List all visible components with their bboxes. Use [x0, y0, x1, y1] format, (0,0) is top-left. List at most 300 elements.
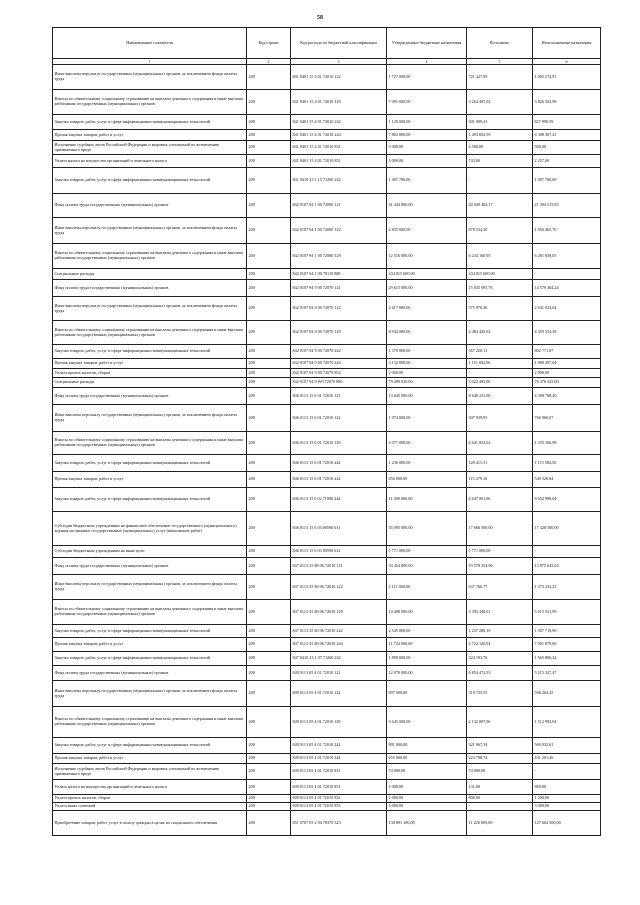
row-remaining-amount: 2 041 023,64 — [533, 297, 601, 321]
row-remaining-amount: 1 473 233,23 — [533, 575, 601, 600]
row-approved-amount: 891 000,00 — [387, 738, 467, 754]
table-row — [53, 795, 601, 803]
row-name: Уплата налога на имущество организаций и земельного налога — [53, 780, 247, 795]
row-budget-code: 849 0113 05 4 01 72010 853 — [291, 803, 387, 811]
row-budget-code: 849 0113 05 4 01 72010 244 — [291, 754, 387, 764]
row-executed-amount: 6 854 472,53 — [467, 666, 533, 681]
row-remaining-amount: 802 771,87 — [533, 345, 601, 359]
table-row — [53, 575, 601, 600]
row-line-code: 200 — [247, 388, 291, 405]
row-budget-code: 842 0107 94 1 00 72080 129 — [291, 244, 387, 269]
table-row — [53, 681, 601, 707]
row-remaining-amount: 869,00 — [533, 780, 601, 795]
row-line-code: 200 — [247, 90, 291, 115]
row-approved-amount: 12 070 000,00 — [387, 666, 467, 681]
row-name: Взносы по обязательному социальному страхованию на выплаты денежного содержания и иные выплаты работникам государственных (муниципальных) органов — [53, 321, 247, 345]
row-approved-amount: 655 000,00 — [387, 754, 467, 764]
row-executed-amount: 743,00 — [467, 155, 533, 168]
row-budget-code: 849 0113 05 4 01 72010 242 — [291, 738, 387, 754]
row-approved-amount: 35 095 000,00 — [387, 512, 467, 546]
row-line-code: 200 — [247, 130, 291, 141]
row-name: Закупка товаров, работ, услуг в сфере информационно-коммуникационных технологий — [53, 652, 247, 666]
row-approved-amount: 2 000,00 — [387, 369, 467, 378]
row-name: Взносы по обязательному социальному страхованию на выплаты денежного содержания и иные выплаты работникам государственных (муниципальных) органов — [53, 244, 247, 269]
row-line-code: 200 — [247, 432, 291, 455]
table-row — [53, 194, 601, 218]
row-budget-code: 849 0113 05 4 01 72010 121 — [291, 666, 387, 681]
row-executed-amount: 234 015 000,00 — [467, 269, 533, 280]
row-approved-amount: 7 091 000,00 — [387, 90, 467, 115]
row-remaining-amount: 1 956 465,70 — [533, 218, 601, 244]
row-line-code: 200 — [247, 652, 291, 666]
row-executed-amount: 6 234 160,95 — [467, 244, 533, 269]
row-budget-code: 842 0107 94 9 00 72070 122 — [291, 297, 387, 321]
row-approved-amount: 8 944 000,00 — [387, 321, 467, 345]
row-budget-code: 849 0113 05 4 01 72010 129 — [291, 707, 387, 738]
row-name: Иные выплаты персоналу государственных (муниципальных) органов, за исключением фонда оплаты труда — [53, 681, 247, 707]
row-approved-amount: 33 454 000,00 — [387, 558, 467, 575]
row-executed-amount: 4 722 120,94 — [467, 638, 533, 652]
row-executed-amount: 8 646 231,60 — [467, 388, 533, 405]
row-line-code: 200 — [247, 738, 291, 754]
table-row — [53, 754, 601, 764]
table-row — [53, 130, 601, 141]
row-name: Прочая закупка товаров, работ и услуг — [53, 359, 247, 369]
table-row — [53, 638, 601, 652]
row-name: Закупка товаров, работ, услуг в сфере информационно-коммуникационных технологий — [53, 455, 247, 472]
table-row — [53, 488, 601, 512]
row-approved-amount: 7 802 000,00 — [387, 130, 467, 141]
column-number: 1 — [53, 59, 247, 65]
row-executed-amount: 310 735,55 — [467, 681, 533, 707]
row-name: Прочая закупка товаров, работ и услуг — [53, 130, 247, 141]
column-number: 6 — [533, 59, 601, 65]
row-line-code: 200 — [247, 280, 291, 297]
row-executed-amount: 2 641 833,02 — [467, 432, 533, 455]
row-remaining-amount: 7 001 879,06 — [533, 638, 601, 652]
row-executed-amount: 4 500,00 — [467, 141, 533, 155]
row-executed-amount: 2 132 007,96 — [467, 707, 533, 738]
row-budget-code: 846 0113 15 6 01 72010 129 — [291, 432, 387, 455]
table-row — [53, 803, 601, 811]
row-budget-code: 847 0113 25 Ю 06 72010 121 — [291, 558, 387, 575]
row-executed-amount: 878 534,30 — [467, 218, 533, 244]
row-remaining-amount: 500,00 — [533, 141, 601, 155]
row-budget-code: 841 0401 15 4 01 72010 242 — [291, 115, 387, 130]
row-line-code: 200 — [247, 345, 291, 359]
row-name: Субсидии бюджетным учреждениям на иные цели — [53, 546, 247, 558]
row-executed-amount: 223 798,74 — [467, 754, 533, 764]
row-budget-code: 842 0107 94 9 00 72070 852 — [291, 369, 387, 378]
row-approved-amount: 3 132 000,00 — [387, 359, 467, 369]
table-row — [53, 378, 601, 388]
row-budget-code: 841 0410 23 1 15 71260 242 — [291, 168, 387, 194]
row-executed-amount: 575 976,36 — [467, 297, 533, 321]
row-budget-code: 849 0113 05 4 01 72010 852 — [291, 795, 387, 803]
row-line-code: 200 — [247, 625, 291, 638]
row-budget-code: 849 0113 05 4 01 72010 831 — [291, 764, 387, 780]
header-budget-code: Код расхода по бюджетной классификации — [291, 28, 387, 59]
row-line-code: 200 — [247, 455, 291, 472]
row-remaining-amount: 2 257,00 — [533, 155, 601, 168]
row-remaining-amount: 2 000,00 — [533, 369, 601, 378]
table-row — [53, 280, 601, 297]
row-line-code: 200 — [247, 512, 291, 546]
row-name: Исполнение судебных актов Российской Федерации и мировых соглашений по возмещению причиненного вреда — [53, 764, 247, 780]
header-remaining: Неисполненные назначения — [533, 28, 601, 59]
row-budget-code: 846 0113 15 6 03 00590 611 — [291, 512, 387, 546]
table-row — [53, 168, 601, 194]
column-number: 2 — [247, 59, 291, 65]
row-approved-amount: 79 499 020,00 — [387, 378, 467, 388]
row-remaining-amount: 1 005 572,91 — [533, 65, 601, 90]
row-line-code: 200 — [247, 754, 291, 764]
row-name: Прочая закупка товаров, работ и услуг — [53, 472, 247, 488]
row-remaining-amount: 596 264,45 — [533, 681, 601, 707]
row-line-code: 200 — [247, 218, 291, 244]
row-approved-amount: 3 000,00 — [387, 155, 467, 168]
row-name: Иные выплаты персоналу государственных (муниципальных) органов, за исключением фонда оплаты труда — [53, 405, 247, 432]
row-executed-amount: - — [467, 168, 533, 194]
row-approved-amount: 74 000,00 — [387, 764, 467, 780]
row-name: Закупка товаров, работ, услуг в сфере информационно-коммуникационных технологий — [53, 625, 247, 638]
row-approved-amount: 5 000,00 — [387, 141, 467, 155]
row-name: Прочая закупка товаров, работ и услуг — [53, 754, 247, 764]
row-budget-code: 849 0113 05 4 01 72010 122 — [291, 681, 387, 707]
row-executed-amount: 5 771 000,00 — [467, 546, 533, 558]
row-remaining-amount: 3 000,00 — [533, 803, 601, 811]
row-remaining-amount: 8 652 998,04 — [533, 488, 601, 512]
table-row — [53, 707, 601, 738]
row-name: Уплата прочих налогов, сборов — [53, 369, 247, 378]
row-executed-amount: - — [467, 369, 533, 378]
row-executed-amount: 301 009,41 — [467, 115, 533, 130]
table-row — [53, 90, 601, 115]
row-budget-code: 847 0113 25 Ю 06 72010 244 — [291, 638, 387, 652]
row-line-code: 200 — [247, 405, 291, 432]
row-remaining-amount: 6 281 839,05 — [533, 244, 601, 269]
row-approved-amount: 4 077 000,00 — [387, 432, 467, 455]
row-remaining-amount: 766 960,07 — [533, 405, 601, 432]
row-remaining-amount: 1 115 584,50 — [533, 455, 601, 472]
row-line-code: 200 — [247, 269, 291, 280]
row-executed-amount: 1 493 692,59 — [467, 130, 533, 141]
row-line-code: 200 — [247, 297, 291, 321]
row-approved-amount: 13 045 000,00 — [387, 388, 467, 405]
table-row — [53, 666, 601, 681]
row-remaining-amount: 14 579 304,24 — [533, 280, 601, 297]
row-executed-amount: 1 151 692,96 — [467, 359, 533, 369]
row-approved-amount: 656 000,00 — [387, 472, 467, 488]
row-remaining-amount: 3 826 502,98 — [533, 90, 601, 115]
row-name: Исполнение судебных актов Российской Федерации и мировых соглашений по возмещению причиненного вреда — [53, 141, 247, 155]
row-executed-amount: 321 967,39 — [467, 738, 533, 754]
header-executed: Исполнено — [467, 28, 533, 59]
row-remaining-amount: 1 497 700,00 — [533, 168, 601, 194]
table-row — [53, 811, 601, 836]
row-approved-amount: 11 724 000,00 — [387, 638, 467, 652]
row-approved-amount: 2 545 000,00 — [387, 625, 467, 638]
row-executed-amount: 721 427,09 — [467, 65, 533, 90]
table-row — [53, 155, 601, 168]
header-name: Наименование показателя — [53, 28, 247, 59]
row-line-code: 200 — [247, 666, 291, 681]
row-budget-code: 842 0107 94 1 00 70110 880 — [291, 269, 387, 280]
table-row — [53, 297, 601, 321]
row-line-code: 200 — [247, 546, 291, 558]
row-name: Закупка товаров, работ, услуг в сфере информационно-коммуникационных технологий — [53, 115, 247, 130]
row-remaining-amount: 21 394 515,83 — [533, 194, 601, 218]
column-number: 4 — [387, 59, 467, 65]
row-name: Фонд оплаты труда государственных (муниципальных) органов — [53, 558, 247, 575]
row-remaining-amount: 1 565 806,24 — [533, 652, 601, 666]
row-remaining-amount: 569 032,61 — [533, 738, 601, 754]
row-executed-amount: 115 479,16 — [467, 472, 533, 488]
row-budget-code: 841 0401 15 4 01 72010 129 — [291, 90, 387, 115]
row-name: Иные выплаты персоналу государственных (муниципальных) органов, за исключением фонда оплаты труда — [53, 65, 247, 90]
row-budget-code: 851 0707 03 2 04 70370 323 — [291, 811, 387, 836]
row-remaining-amount: 4 398 768,40 — [533, 388, 601, 405]
row-executed-amount: 324 193,76 — [467, 652, 533, 666]
row-approved-amount: 11 300 000,00 — [387, 488, 467, 512]
row-name: Взносы по обязательному социальному страхованию на выплаты денежного содержания и иные выплаты работникам государственных (муниципальных) органов — [53, 600, 247, 625]
row-line-code: 200 — [247, 795, 291, 803]
row-approved-amount: 12 516 000,00 — [387, 244, 467, 269]
row-remaining-amount: 431 201,26 — [533, 754, 601, 764]
table-row — [53, 764, 601, 780]
row-line-code: 200 — [247, 168, 291, 194]
row-approved-amount: 1 890 000,00 — [387, 652, 467, 666]
table-row — [53, 625, 601, 638]
row-line-code: 200 — [247, 472, 291, 488]
row-name: Закупка товаров, работ, услуг в сфере информационно-коммуникационных технологий — [53, 345, 247, 359]
row-budget-code: 842 0107 94 9 00 72070 242 — [291, 345, 387, 359]
row-approved-amount: 2 617 000,00 — [387, 297, 467, 321]
row-name: Закупка товаров, работ, услуг в сфере информационно-коммуникационных технологий — [53, 168, 247, 194]
row-name: Взносы по обязательному социальному страхованию на выплаты денежного содержания и иные выплаты работникам государственных (муниципальных) органов — [53, 707, 247, 738]
row-approved-amount: 2 835 000,00 — [387, 218, 467, 244]
table-row — [53, 345, 601, 359]
column-number: 5 — [467, 59, 533, 65]
row-line-code: 200 — [247, 803, 291, 811]
row-name: Иные выплаты персоналу государственных (муниципальных) органов, за исключением фонда оплаты труда — [53, 575, 247, 600]
row-budget-code: 846 0113 15 6 01 72010 244 — [291, 472, 387, 488]
row-line-code: 200 — [247, 638, 291, 652]
table-row — [53, 455, 601, 472]
table-header-row — [53, 28, 601, 59]
row-line-code: 200 — [247, 488, 291, 512]
row-line-code: 200 — [247, 244, 291, 269]
row-name: Приобретение товаров, работ, услуг в пользу граждан в целях их социального обеспечения — [53, 811, 247, 836]
row-remaining-amount: 1 200,00 — [533, 795, 601, 803]
row-remaining-amount: 1 307 719,90 — [533, 625, 601, 638]
row-remaining-amount: 1 512 992,04 — [533, 707, 601, 738]
row-approved-amount: 2 111 000,00 — [387, 575, 467, 600]
row-remaining-amount: 17 428 500,00 — [533, 512, 601, 546]
row-remaining-amount: 1 435 166,98 — [533, 432, 601, 455]
table-row — [53, 558, 601, 575]
row-approved-amount: 29 615 000,00 — [387, 280, 467, 297]
row-executed-amount: - — [467, 803, 533, 811]
row-budget-code: 841 0401 15 4 01 72010 244 — [291, 130, 387, 141]
row-budget-code: 847 0410 23 1 07 71260 242 — [291, 652, 387, 666]
row-executed-amount: 2 647 001,96 — [467, 488, 533, 512]
row-name: Фонд оплаты труда государственных (муниципальных) органов — [53, 194, 247, 218]
row-approved-amount: 10 408 000,00 — [387, 600, 467, 625]
row-name: Фонд оплаты труда государственных (муниципальных) органов — [53, 666, 247, 681]
row-remaining-amount: 827 990,59 — [533, 115, 601, 130]
row-line-code: 200 — [247, 780, 291, 795]
table-row — [53, 405, 601, 432]
row-budget-code: 842 0107 94 1 00 72080 121 — [291, 194, 387, 218]
row-executed-amount: 17 666 500,00 — [467, 512, 533, 546]
row-line-code: 200 — [247, 369, 291, 378]
row-budget-code: 847 0113 25 Ю 06 72010 242 — [291, 625, 387, 638]
header-approved: Утвержденные бюджетные назначения — [387, 28, 467, 59]
row-name: Уплата прочих налогов, сборов — [53, 795, 247, 803]
row-name: Иные выплаты персоналу государственных (муниципальных) органов, за исключением фонда оплаты труда — [53, 218, 247, 244]
table-row — [53, 218, 601, 244]
row-name: Иные выплаты персоналу государственных (муниципальных) органов, за исключением фонда оплаты труда — [53, 297, 247, 321]
row-remaining-amount: 5 015 551,99 — [533, 600, 601, 625]
table-row — [53, 65, 601, 90]
row-executed-amount: 1 237 280,10 — [467, 625, 533, 638]
row-remaining-amount: 76 476 525,00 — [533, 378, 601, 388]
row-name: Фонд оплаты труда государственных (муниципальных) органов — [53, 388, 247, 405]
row-approved-amount: 3 000,00 — [387, 803, 467, 811]
row-name: Фонд оплаты труда государственных (муниципальных) органов — [53, 280, 247, 297]
row-budget-code: 846 0113 15 6 01 72010 121 — [291, 388, 387, 405]
row-executed-amount: 120 415,51 — [467, 455, 533, 472]
table-row — [53, 432, 601, 455]
row-line-code: 200 — [247, 155, 291, 168]
row-approved-amount: 234 015 000,00 — [387, 269, 467, 280]
row-approved-amount: 138 891 100,00 — [387, 811, 467, 836]
row-name: Взносы по обязательному социальному страхованию на выплаты денежного содержания и иные выплаты работникам государственных (муниципальных) органов — [53, 432, 247, 455]
table-row — [53, 269, 601, 280]
row-approved-amount: 1 370 000,00 — [387, 345, 467, 359]
row-executed-amount: 131,00 — [467, 780, 533, 795]
row-line-code: 200 — [247, 141, 291, 155]
row-approved-amount: 41 444 000,00 — [387, 194, 467, 218]
row-approved-amount: 1 727 000,00 — [387, 65, 467, 90]
row-remaining-amount: 127 664 500,00 — [533, 811, 601, 836]
row-name: Прочая закупка товаров, работ и услуг — [53, 638, 247, 652]
row-executed-amount: 19 578 354,96 — [467, 558, 533, 575]
row-executed-amount: 3 264 497,02 — [467, 90, 533, 115]
row-budget-code: 842 0107 94 9 W0 72070 880 — [291, 378, 387, 388]
row-approved-amount: 1 000,00 — [387, 780, 467, 795]
row-budget-code: 847 0113 25 Ю 06 72010 122 — [291, 575, 387, 600]
table-row — [53, 600, 601, 625]
column-number: 3 — [291, 59, 387, 65]
table-row — [53, 780, 601, 795]
row-line-code: 200 — [247, 575, 291, 600]
table-row — [53, 359, 601, 369]
budget-execution-table — [52, 27, 601, 836]
row-remaining-amount: 1 980 307,04 — [533, 359, 601, 369]
row-budget-code: 846 0113 15 6 01 72010 122 — [291, 405, 387, 432]
row-remaining-amount: 13 875 645,04 — [533, 558, 601, 575]
row-approved-amount: 2 000,00 — [387, 795, 467, 803]
row-line-code: 200 — [247, 811, 291, 836]
row-remaining-amount: 540 520,84 — [533, 472, 601, 488]
row-budget-code: 842 0107 94 1 00 72080 122 — [291, 218, 387, 244]
row-line-code: 200 — [247, 764, 291, 780]
row-executed-amount: 20 049 484,17 — [467, 194, 533, 218]
row-remaining-amount: - — [533, 764, 601, 780]
row-executed-amount: 637 766,77 — [467, 575, 533, 600]
row-executed-amount: 307 039,93 — [467, 405, 533, 432]
row-executed-amount: 15 035 695,76 — [467, 280, 533, 297]
row-line-code: 200 — [247, 378, 291, 388]
row-line-code: 200 — [247, 65, 291, 90]
row-executed-amount: 4 484 445,62 — [467, 321, 533, 345]
row-budget-code: 847 0113 25 Ю 06 72010 129 — [291, 600, 387, 625]
row-name: Уплата иных платежей — [53, 803, 247, 811]
row-budget-code: 841 0401 15 4 01 72010 831 — [291, 141, 387, 155]
row-name: Специальные расходы — [53, 269, 247, 280]
row-remaining-amount: 5 215 527,47 — [533, 666, 601, 681]
row-remaining-amount: - — [533, 269, 601, 280]
row-name: Специальные расходы — [53, 378, 247, 388]
table-row — [53, 738, 601, 754]
row-line-code: 200 — [247, 600, 291, 625]
row-approved-amount: 1 074 000,00 — [387, 405, 467, 432]
row-approved-amount: 5 771 000,00 — [387, 546, 467, 558]
row-budget-code: 849 0113 05 4 01 72010 851 — [291, 780, 387, 795]
table-row — [53, 512, 601, 546]
row-name: Закупка товаров, работ, услуг в сфере информационно-коммуникационных технологий — [53, 738, 247, 754]
row-name: Взносы по обязательному социальному страхованию на выплаты денежного содержания и иные выплаты работникам государственных (муниципальных) органов — [53, 90, 247, 115]
table-row — [53, 546, 601, 558]
row-line-code: 200 — [247, 321, 291, 345]
row-approved-amount: 3 645 000,00 — [387, 707, 467, 738]
row-name: Субсидии бюджетным учреждениям на финансовое обеспечение государственного (муниципального) задания на оказание государственных (муниципальных) услуг (выполнение работ) — [53, 512, 247, 546]
row-line-code: 200 — [247, 359, 291, 369]
row-budget-code: 846 0113 15 6 02 71090 242 — [291, 488, 387, 512]
row-budget-code: 842 0107 94 9 00 72070 129 — [291, 321, 387, 345]
table-row — [53, 115, 601, 130]
table-row — [53, 652, 601, 666]
row-name: Закупка товаров, работ, услуг в сфере информационно-коммуникационных технологий — [53, 488, 247, 512]
table-row — [53, 141, 601, 155]
row-line-code: 200 — [247, 194, 291, 218]
row-approved-amount: 907 000,00 — [387, 681, 467, 707]
row-executed-amount: 74 000,00 — [467, 764, 533, 780]
row-budget-code: 841 0401 15 4 01 72010 122 — [291, 65, 387, 90]
table-row — [53, 321, 601, 345]
row-budget-code: 842 0107 94 9 00 72070 244 — [291, 359, 387, 369]
row-approved-amount: 1 129 000,00 — [387, 115, 467, 130]
row-budget-code: 846 0113 15 6 01 72010 242 — [291, 455, 387, 472]
row-approved-amount: 1 497 700,00 — [387, 168, 467, 194]
row-executed-amount: 800,00 — [467, 795, 533, 803]
row-budget-code: 841 0401 15 4 01 72010 851 — [291, 155, 387, 168]
row-executed-amount: 567 228,13 — [467, 345, 533, 359]
row-executed-amount: 3 022 495,00 — [467, 378, 533, 388]
table-row — [53, 369, 601, 378]
row-line-code: 200 — [247, 558, 291, 575]
row-budget-code: 842 0107 94 9 00 72070 121 — [291, 280, 387, 297]
row-name: Уплата налога на имущество организаций и земельного налога — [53, 155, 247, 168]
row-line-code: 200 — [247, 681, 291, 707]
row-executed-amount: 5 392 448,01 — [467, 600, 533, 625]
row-budget-code: 846 0113 15 6 03 00590 612 — [291, 546, 387, 558]
page-number: 58 — [317, 15, 323, 21]
row-approved-amount: 1 236 000,00 — [387, 455, 467, 472]
header-line-code: Код строки — [247, 28, 291, 59]
